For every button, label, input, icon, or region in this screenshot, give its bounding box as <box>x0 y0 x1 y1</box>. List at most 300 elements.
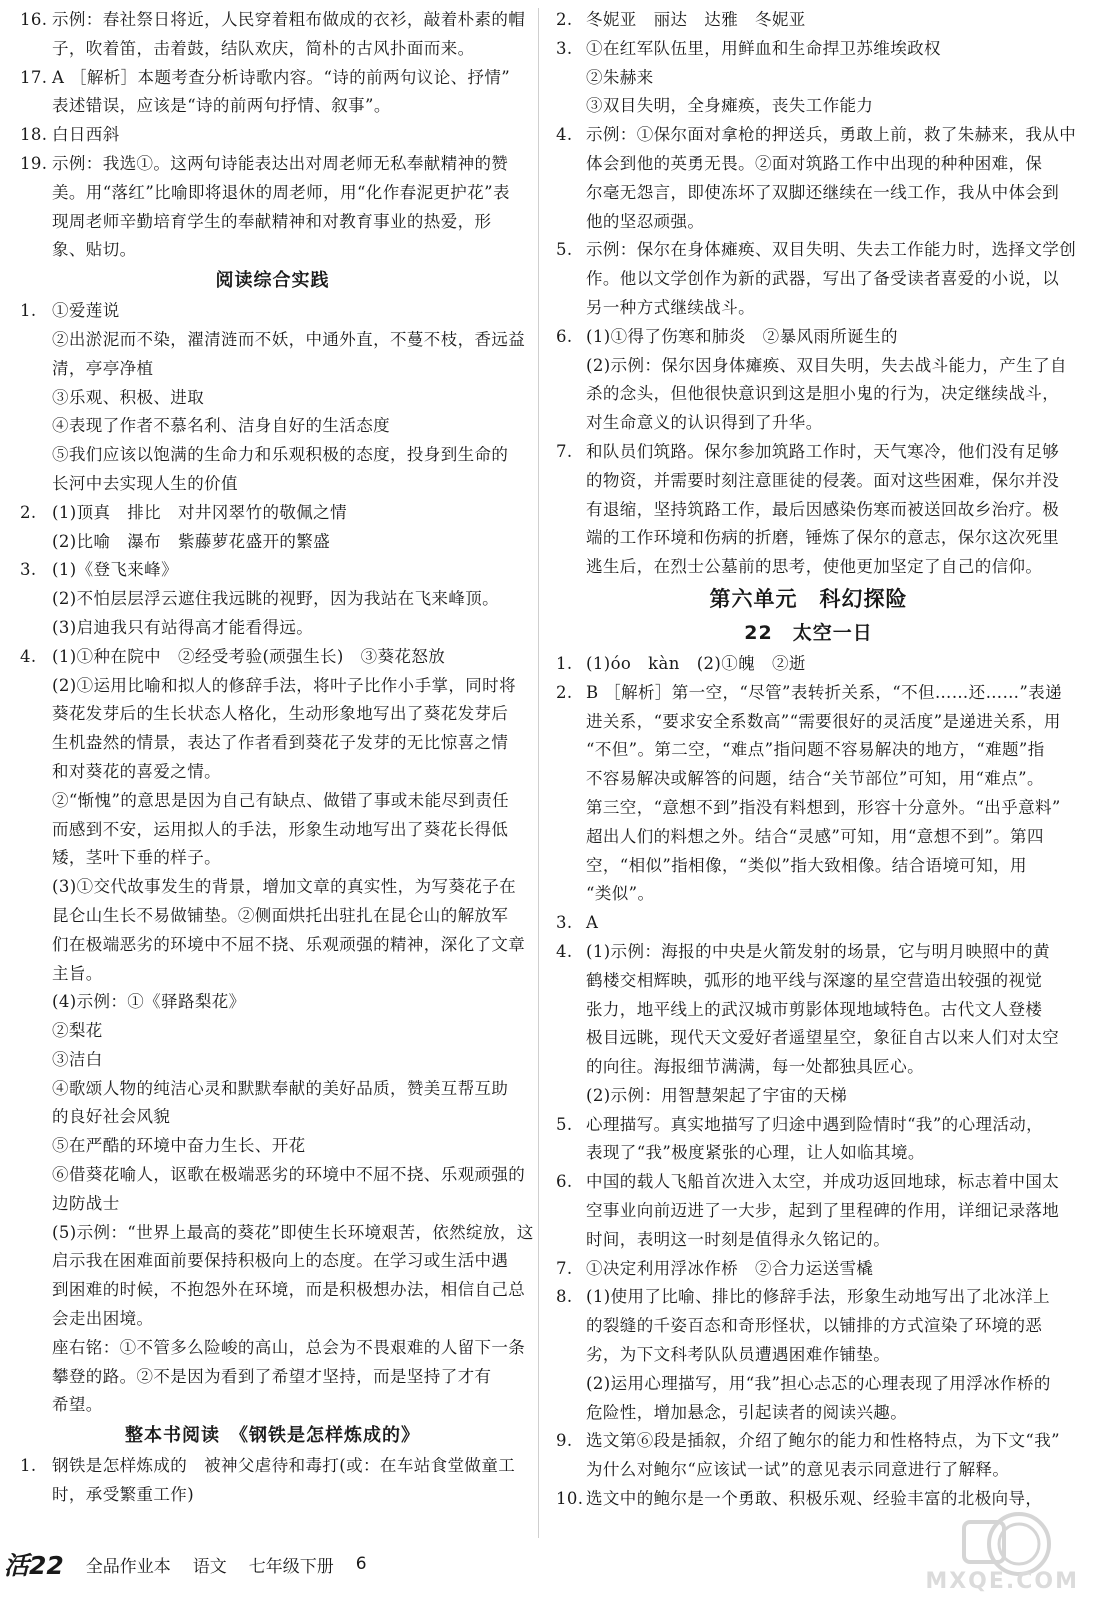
answer-line <box>556 1370 1061 1399</box>
answer-line <box>20 556 525 585</box>
answer-line <box>20 384 525 413</box>
question-number: 6. <box>556 1172 573 1192</box>
answer-line <box>20 326 525 355</box>
answer-line <box>20 614 525 643</box>
answer-line <box>20 1132 525 1161</box>
question-number <box>556 524 586 553</box>
answer-text: 矮，茎叶下垂的样子。 <box>52 848 221 868</box>
answer-text: 示例：保尔在身体瘫痪、双目失明、失去工作能力时，选择文学创 <box>586 240 1077 260</box>
question-number <box>556 708 586 737</box>
answer-text: 的向往。海报细节满满，每一处都独具匠心。 <box>586 1057 924 1077</box>
question-number: 1. <box>20 301 37 321</box>
answer-line <box>556 92 1061 121</box>
answer-text: 边防战士 <box>52 1193 120 1213</box>
question-number: 6. <box>556 326 573 346</box>
answer-line <box>20 412 525 441</box>
footer-grade: 七年级下册 <box>248 1556 334 1577</box>
answer-line <box>20 960 525 989</box>
answer-text: 超出人们的料想之外。结合“灵感”可知，用“意想不到”。第四 <box>586 826 1044 846</box>
answer-text: (4)示例：①《驿路梨花》 <box>52 992 246 1012</box>
question-number <box>556 150 586 179</box>
answer-line <box>556 1341 1061 1370</box>
answer-line <box>556 1024 1061 1053</box>
answer-text: ②“惭愧”的意思是因为自己有缺点、做错了事或未能尽到责任 <box>52 790 510 810</box>
question-number <box>20 1017 52 1046</box>
question-number <box>20 672 52 701</box>
question-number <box>20 412 52 441</box>
answer-line <box>556 1197 1061 1226</box>
answer-text: 主旨。 <box>52 963 103 983</box>
answer-line <box>556 438 1061 467</box>
answer-text: 作。他以文学创作为新的武器，写出了备受读者喜爱的小说，以 <box>586 269 1060 289</box>
answer-line <box>556 236 1077 265</box>
answer-text: 中国的载人飞船首次进入太空，并成功返回地球，标志着中国太 <box>586 1172 1060 1192</box>
answer-line <box>556 1168 1061 1197</box>
answer-text: (2)不怕层层浮云遮住我远眺的视野，因为我站在飞来峰顶。 <box>52 589 500 609</box>
answer-line <box>556 121 1077 150</box>
question-number: 7. <box>556 441 573 461</box>
answer-line <box>20 700 525 729</box>
answer-text: 的裂缝的千姿百态和奇形怪状，以铺排的方式渲染了环境的恶 <box>586 1316 1043 1336</box>
answer-line <box>20 1046 525 1075</box>
answer-line <box>20 643 525 672</box>
answer-line <box>20 64 525 93</box>
answer-line <box>556 35 1061 64</box>
answer-line <box>20 6 525 35</box>
question-number <box>20 844 52 873</box>
question-number <box>20 236 52 265</box>
answer-text: ④表现了作者不慕名利、洁身自好的生活态度 <box>52 416 390 436</box>
question-number <box>556 64 586 93</box>
question-number <box>20 787 52 816</box>
question-number <box>20 1363 52 1392</box>
answer-line <box>20 1334 525 1363</box>
question-number: 3. <box>556 38 573 58</box>
answer-line <box>556 1399 1061 1428</box>
answer-text: ①爱莲说 <box>52 301 120 321</box>
answer-line <box>556 996 1061 1025</box>
answer-line <box>556 938 1061 967</box>
answer-line <box>20 1452 525 1481</box>
question-number <box>556 265 586 294</box>
answer-line <box>20 1305 525 1334</box>
question-number <box>20 1247 52 1276</box>
question-number <box>20 1276 52 1305</box>
answer-line <box>20 35 525 64</box>
answer-line <box>556 1053 1061 1082</box>
lesson-title: 22 太空一日 <box>744 621 873 644</box>
answer-line <box>20 787 525 816</box>
answer-line <box>556 1139 1061 1168</box>
answer-line <box>20 528 525 557</box>
answer-line <box>20 758 525 787</box>
question-number <box>556 294 586 323</box>
answer-line <box>556 64 1061 93</box>
answer-line <box>556 1283 1061 1312</box>
answer-text: 座右铭：①不管多么险峻的高山，总会为不畏艰难的人留下一条 <box>52 1337 526 1357</box>
question-number <box>20 355 52 384</box>
answer-text: ①在红军队伍里，用鲜血和生命捍卫苏维埃政权 <box>586 38 941 58</box>
answer-line <box>556 650 1061 679</box>
answer-text: A ［解析］本题考查分析诗歌内容。“诗的前两句议论、抒情” <box>52 67 511 87</box>
question-number <box>556 179 586 208</box>
question-number <box>20 1161 52 1190</box>
answer-text: ②梨花 <box>52 1021 103 1041</box>
question-number: 10. <box>556 1489 584 1509</box>
question-number <box>556 996 586 1025</box>
answer-text: (1)①种在院中 ②经受考验(顽强生长) ③葵花怒放 <box>52 646 446 666</box>
answer-line <box>20 499 525 528</box>
question-number <box>20 902 52 931</box>
answer-line <box>20 470 525 499</box>
question-number <box>556 208 586 237</box>
answer-text: ③双目失明，全身瘫痪，丧失工作能力 <box>586 96 874 116</box>
answer-line <box>20 92 525 121</box>
question-number <box>20 614 52 643</box>
footer-brand: 活22 <box>4 1551 64 1580</box>
answer-line <box>556 208 1061 237</box>
answer-text: 到困难的时候，不抱怨外在环境，而是积极想办法，相信自己总 <box>52 1280 526 1300</box>
footer-book-title: 全品作业本 <box>85 1556 171 1577</box>
answer-line <box>20 1363 525 1392</box>
question-number: 2. <box>556 10 573 29</box>
question-number <box>20 384 52 413</box>
answer-text: 昆仑山生长不易做铺垫。②侧面烘托出驻扎在昆仑山的解放军 <box>52 905 509 925</box>
answer-line <box>556 679 1061 708</box>
answer-text: 心理描写。真实地描写了归途中遇到险情时“我”的心理活动， <box>586 1114 1044 1134</box>
question-number <box>556 380 586 409</box>
answer-text: 子，吹着笛，击着鼓，结队欢庆，简朴的古风扑面而来。 <box>52 38 475 58</box>
answer-text: 体会到他的英勇无畏。②面对筑路工作中出现的种种困难，保 <box>586 153 1043 173</box>
answer-line <box>556 179 1061 208</box>
answer-line <box>20 931 525 960</box>
question-number <box>20 179 52 208</box>
question-number <box>20 931 52 960</box>
unit-title: 第六单元 科幻探险 <box>709 586 908 611</box>
question-number <box>556 1370 586 1399</box>
answer-line <box>20 355 525 384</box>
answer-text: B ［解析］第一空，“尽管”表转折关系，“不但……还……”表递 <box>586 682 1063 702</box>
question-number <box>556 1024 586 1053</box>
answer-line <box>20 1017 525 1046</box>
answer-text: 另一种方式继续战斗。 <box>586 297 755 317</box>
answer-line <box>20 1161 525 1190</box>
answer-line <box>20 441 525 470</box>
answer-text: 的良好社会风貌 <box>52 1107 171 1127</box>
question-number: 4. <box>556 125 573 145</box>
answer-line <box>20 844 525 873</box>
question-number <box>556 496 586 525</box>
answer-text: 的物资，并需要时刻注意匪徒的侵袭。面对这些困难，保尔并没 <box>586 470 1060 490</box>
answer-text: ⑥借葵花喻人，讴歌在极端恶劣的环境中不屈不挠、乐观顽强的 <box>52 1165 526 1185</box>
question-number <box>556 823 586 852</box>
answer-text: 表现了“我”极度紧张的心理，让人如临其境。 <box>586 1143 925 1163</box>
answer-line <box>556 909 1061 938</box>
question-number <box>20 528 52 557</box>
question-number <box>556 967 586 996</box>
question-number <box>20 1391 52 1420</box>
answer-text: 冬妮亚 丽达 达雅 冬妮亚 <box>586 10 806 29</box>
answer-line <box>556 553 1061 582</box>
answer-text: 生机盎然的情景，表达了作者看到葵花子发芽的无比惊喜之情 <box>52 733 509 753</box>
answer-text: 们在极端恶劣的环境中不屈不挠、乐观顽强的精神，深化了文章 <box>52 934 526 954</box>
answer-line <box>20 988 525 1017</box>
question-number <box>20 208 52 237</box>
answer-line <box>20 1276 525 1305</box>
answer-text: 张力，地平线上的武汉城市剪影体现地域特色。古代文人登楼 <box>586 999 1043 1019</box>
answer-line <box>20 179 525 208</box>
section-heading: 阅读综合实践 <box>215 270 330 292</box>
question-number: 4. <box>20 646 37 666</box>
answer-line <box>556 265 1061 294</box>
answer-text: 现周老师辛勤培育学生的奉献精神和对教育事业的热爱，形 <box>52 211 492 231</box>
answer-line <box>20 1219 534 1248</box>
question-number <box>20 441 52 470</box>
answer-text: 葵花发芽后的生长状态人格化，生动形象地写出了葵花发芽后 <box>52 704 509 724</box>
column-divider <box>538 8 539 1538</box>
answer-text: 白日西斜 <box>52 125 120 145</box>
question-number <box>20 1481 52 1510</box>
answer-text: (2)①运用比喻和拟人的修辞手法，将叶子比作小手掌，同时将 <box>52 675 516 695</box>
question-number: 3. <box>556 913 573 933</box>
answer-text: 不容易解决或解答的问题，结合“关节部位”可知，用“难点”。 <box>586 769 1044 789</box>
answer-text: 有退缩，坚持筑路工作，最后因感染伤寒而被送回故乡治疗。极 <box>586 499 1060 519</box>
question-number: 5. <box>556 1114 573 1134</box>
question-number <box>20 700 52 729</box>
answer-line <box>20 1190 525 1219</box>
answer-text: 攀登的路。②不是因为看到了希望才坚持，而是坚持了才有 <box>52 1366 492 1386</box>
question-number: 19. <box>20 153 48 173</box>
answer-text: (2)示例：保尔因身体瘫痪、双目失明，失去战斗能力，产生了自 <box>586 355 1067 375</box>
answer-line <box>556 794 1061 823</box>
answer-text: (1)①得了伤寒和肺炎 ②暴风雨所诞生的 <box>586 326 898 346</box>
answer-text: 他的坚忍顽强。 <box>586 211 705 231</box>
answer-line <box>556 708 1061 737</box>
answer-line <box>556 150 1061 179</box>
question-number: 1. <box>556 653 573 673</box>
answer-line <box>20 121 525 150</box>
answer-line <box>556 1485 1061 1514</box>
answer-text: ④歌颂人物的纯洁心灵和默默奉献的美好品质，赞美互帮互助 <box>52 1078 509 1098</box>
answer-text: 进关系，“要求安全系数高”“需要很好的灵活度”是递进关系，用 <box>586 711 1061 731</box>
question-number <box>20 1305 52 1334</box>
answer-text: 希望。 <box>52 1395 103 1415</box>
question-number: 9. <box>556 1431 573 1451</box>
question-number <box>556 1456 586 1485</box>
answer-text: ⑤在严酷的环境中奋力生长、开花 <box>52 1136 306 1156</box>
answer-text: 示例：①保尔面对拿枪的押送兵，勇敢上前，救了朱赫来，我从中 <box>586 125 1077 145</box>
question-number <box>556 1312 586 1341</box>
answer-text: 示例：我选①。这两句诗能表达出对周老师无私奉献精神的赞 <box>52 153 509 173</box>
answer-text: ③乐观、积极、进取 <box>52 387 205 407</box>
answer-text: (1)《登飞来峰》 <box>52 560 178 580</box>
question-number <box>20 1132 52 1161</box>
answer-line <box>20 1247 525 1276</box>
answer-line <box>20 1075 525 1104</box>
answer-line <box>556 852 1061 881</box>
answer-line <box>556 323 1061 352</box>
question-number <box>20 1046 52 1075</box>
answer-text: (3)启迪我只有站得高才能看得远。 <box>52 617 314 637</box>
answer-line <box>556 467 1061 496</box>
answer-text: 会走出困境。 <box>52 1309 154 1329</box>
question-number <box>556 1226 586 1255</box>
question-number: 18. <box>20 125 48 145</box>
question-number: 1. <box>20 1456 37 1476</box>
question-number <box>556 467 586 496</box>
answer-text: 危险性，增加悬念，引起读者的阅读兴趣。 <box>586 1402 908 1422</box>
answer-text: 尔毫无怨言，即使冻坏了双脚还继续在一线工作，我从中体会到 <box>586 182 1060 202</box>
question-number <box>556 553 586 582</box>
answer-line <box>20 1391 525 1420</box>
question-number <box>20 1103 52 1132</box>
answer-text: 和队员们筑路。保尔参加筑路工作时，天气寒冷，他们没有足够 <box>586 441 1060 461</box>
answer-line <box>556 380 1061 409</box>
answer-text: (1)óo kàn (2)①魄 ②逝 <box>586 653 806 673</box>
question-number <box>20 92 52 121</box>
answer-text: (3)①交代故事发生的背景，增加文章的真实性，为写葵花子在 <box>52 877 516 897</box>
answer-line <box>20 1481 525 1510</box>
answer-text: (2)比喻 瀑布 紫藤萝花盛开的繁盛 <box>52 531 331 551</box>
answer-line <box>20 297 525 326</box>
answer-text: 选文中的鲍尔是一个勇敢、积极乐观、经验丰富的北极向导， <box>586 1489 1043 1509</box>
question-number: 17. <box>20 67 48 87</box>
question-number <box>20 1075 52 1104</box>
answer-text: 象、贴切。 <box>52 240 137 260</box>
question-number <box>20 816 52 845</box>
answer-text: 清，亭亭净植 <box>52 358 154 378</box>
answer-line <box>20 902 525 931</box>
answer-line <box>20 1103 525 1132</box>
answer-text: (1)示例：海报的中央是火箭发射的场景，它与明月映照中的黄 <box>586 941 1050 961</box>
answer-line <box>20 208 525 237</box>
question-number <box>556 794 586 823</box>
question-number <box>20 758 52 787</box>
question-number <box>556 852 586 881</box>
question-number: 2. <box>20 502 37 522</box>
answer-line <box>556 765 1061 794</box>
question-number <box>20 1219 52 1248</box>
answer-text: ②朱赫来 <box>586 67 654 87</box>
question-number <box>556 1197 586 1226</box>
answer-text: ①决定利用浮冰作桥 ②合力运送雪橇 <box>586 1258 874 1278</box>
question-number <box>556 1139 586 1168</box>
answer-text: 为什么对鲍尔“应该试一试”的意见表示同意进行了解释。 <box>586 1460 1010 1480</box>
answer-line <box>556 524 1061 553</box>
answer-line <box>20 236 525 265</box>
footer-subject: 语文 <box>192 1556 227 1577</box>
answer-text: A <box>586 913 599 933</box>
answer-text: 空事业向前迈进了一大步，起到了里程碑的作用，详细记录落地 <box>586 1201 1060 1221</box>
question-number: 4. <box>556 941 573 961</box>
answer-line <box>20 729 525 758</box>
answer-line <box>556 1456 1061 1485</box>
answer-text: ②出淤泥而不染，濯清涟而不妖，中通外直，不蔓不枝，香远益 <box>52 329 526 349</box>
answer-line <box>20 873 525 902</box>
question-number: 8. <box>556 1287 573 1307</box>
answer-line <box>556 1312 1061 1341</box>
answer-text: 极目远眺，现代天文爱好者遥望星空，象征自古以来人们对太空 <box>586 1028 1060 1048</box>
watermark-text: MXQE.COM <box>925 1569 1079 1594</box>
answer-line <box>556 496 1061 525</box>
question-number <box>556 765 586 794</box>
answer-line <box>556 736 1061 765</box>
answer-line <box>556 1427 1061 1456</box>
question-number <box>20 873 52 902</box>
section-heading: 整本书阅读 《钢铁是怎样炼成的》 <box>125 1425 420 1447</box>
answer-text: 第三空，“意想不到”指没有料想到，形容十分意外。“出乎意料” <box>586 797 1061 817</box>
answer-line <box>20 150 525 179</box>
answer-line <box>556 880 1061 909</box>
answer-line <box>556 1255 1061 1284</box>
answer-text: 美。用“落红”比喻即将退休的周老师，用“化作春泥更护花”表 <box>52 182 510 202</box>
answer-text: 空，“相似”指相像，“类似”指大致相像。结合语境可知，用 <box>586 855 1027 875</box>
answer-line <box>556 823 1061 852</box>
answer-line <box>556 294 1061 323</box>
answer-text: 选文第⑥段是插叙，介绍了鲍尔的能力和性格特点，为下文“我” <box>586 1431 1060 1451</box>
answer-line <box>556 1111 1061 1140</box>
answer-text: ⑤我们应该以饱满的生命力和乐观积极的态度，投身到生命的 <box>52 445 509 465</box>
answer-text: ③洁白 <box>52 1049 103 1069</box>
question-number <box>556 409 586 438</box>
answer-text: 而感到不安，运用拟人的手法，形象生动地写出了葵花长得低 <box>52 819 509 839</box>
answer-line <box>556 6 1061 35</box>
answer-line <box>20 816 525 845</box>
answer-text: 逃生后，在烈士公墓前的思考，使他更加坚定了自己的信仰。 <box>586 557 1043 577</box>
answer-text: 劣，为下文科考队队员遭遇困难作铺垫。 <box>586 1345 891 1365</box>
answer-text: (1)使用了比喻、排比的修辞手法，形象生动地写出了北冰洋上 <box>586 1287 1050 1307</box>
right-column <box>556 6 1077 1514</box>
answer-line <box>556 967 1061 996</box>
answer-text: 时，承受繁重工作) <box>52 1485 195 1505</box>
answer-text: (1)顶真 排比 对井冈翠竹的敬佩之情 <box>52 502 347 522</box>
question-number <box>20 585 52 614</box>
question-number <box>20 960 52 989</box>
answer-text: 鹤楼交相辉映，弧形的地平线与深邃的星空营造出较强的视觉 <box>586 970 1043 990</box>
answer-text: 对生命意义的认识得到了升华。 <box>586 413 823 433</box>
question-number <box>556 352 586 381</box>
answer-text: 示例：春社祭日将近，人民穿着粗布做成的衣衫，敲着朴素的帽 <box>52 10 526 29</box>
answer-line <box>20 672 525 701</box>
question-number: 2. <box>556 682 573 702</box>
question-number <box>556 92 586 121</box>
question-number <box>20 1334 52 1363</box>
answer-text: 钢铁是怎样炼成的 被神父虐待和毒打(或：在车站食堂做童工 <box>52 1456 516 1476</box>
question-number <box>556 1399 586 1428</box>
question-number <box>556 1082 586 1111</box>
answer-line <box>556 409 1061 438</box>
answer-line <box>20 585 525 614</box>
answer-text: 时间，表明这一时刻是值得永久铭记的。 <box>586 1229 891 1249</box>
answer-text: 启示我在困难面前要保持积极向上的态度。在学习或生活中遇 <box>52 1251 509 1271</box>
answer-line <box>556 352 1067 381</box>
answer-text: 长河中去实现人生的价值 <box>52 473 238 493</box>
question-number <box>20 988 52 1017</box>
question-number: 5. <box>556 240 573 260</box>
answer-text: 杀的念头，但他很快意识到这是胆小鬼的行为，决定继续战斗， <box>586 384 1060 404</box>
footer-page-number: 6 <box>355 1554 367 1574</box>
answer-text: “不但”。第二空，“难点”指问题不容易解决的地方，“难题”指 <box>586 740 1045 760</box>
answer-text: (5)示例：“世界上最高的葵花”即使生长环境艰苦，依然绽放，这 <box>52 1222 534 1242</box>
answer-text: “类似”。 <box>586 884 655 904</box>
question-number <box>556 1053 586 1082</box>
answer-text: 表述错误，应该是“诗的前两句抒情、叙事”。 <box>52 96 391 116</box>
answer-text: (2)示例：用智慧架起了宇宙的天梯 <box>586 1085 848 1105</box>
question-number <box>20 1190 52 1219</box>
question-number: 7. <box>556 1258 573 1278</box>
question-number: 16. <box>20 10 48 29</box>
answer-line <box>556 1226 1061 1255</box>
